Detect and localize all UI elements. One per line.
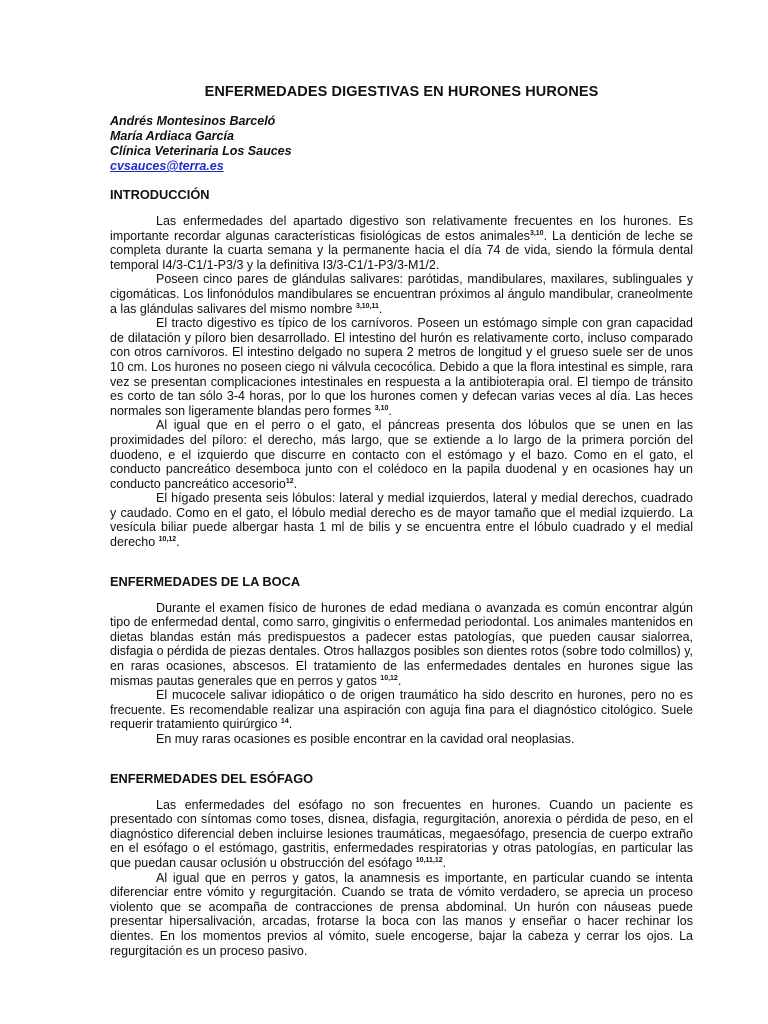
section-enfermedades-boca (110, 574, 693, 747)
citation: 3,10 (374, 404, 389, 412)
citation: 3,10,11 (355, 302, 379, 310)
citation: 10,12 (158, 536, 177, 544)
author-1: Andrés Montesinos Barceló (110, 114, 276, 128)
paragraph: El tracto digestivo es típico de los carnívoros. Poseen un estómago simple con gran capacidad de dilatación y píloro bien desarrollado. El intestino del hurón es relativamente corto, incluso comparado con otros carnívoros. El intestino delgado no supera 2 metros de longitud y el grueso suele ser de unos 10 cm. Los hurones no poseen ciego ni válvula cecocólica. Debido a que la flora intestinal es simple, rara vez se presentan complicaciones intestinales en respuesta a la antibioterapia oral. El tiempo de tránsito es corto de tan sólo 3-4 horas, por lo que los hurones comen y defecan varias veces al día. Las heces normales son ligeramente blandas pero formes $^{3,10}$. (110, 316, 693, 418)
paragraph: Al igual que en perros y gatos, la anamnesis es importante, en particular cuando se intenta diferenciar entre vómito y regurgitación. Cuando se trata de vómito verdadero, se aprecia un proceso violento que se acompaña de contracciones de prensa abdominal. Un hurón con náuseas puede presentar hipersalivación, arcadas, frotarse la boca con las manos y enseñar o hacer rechinar los dientes. En los momentos previos al vómito, suele encogerse, bajar la cabeza y cerrar los ojos. La regurgitación es un proceso pasivo. (110, 870, 693, 958)
email-link[interactable]: cvsauces@terra.es (110, 159, 224, 173)
paragraph: Las enfermedades del esófago no son frecuentes en hurones. Cuando un paciente es presentado con síntomas como toses, disnea, disfagia, regurgitación, anorexia o pérdida de peso, en el diagnóstico diferencial deben incluirse lesiones traumáticas, megaesófago, presencia de cuerpo extraño en el esófago o el estómago, gastritis, enfermedades respiratorias y otras patologías, en particular las que puedan causar oclusión u obstrucción del esófago $^{10,11,12}$. (110, 797, 693, 870)
citation: 10,11,12 (415, 856, 443, 864)
document-title: ENFERMEDADES DIGESTIVAS EN HURONES HURONES (204, 84, 599, 100)
paragraph: Poseen cinco pares de glándulas salivares: parótidas, mandibulares, maxilares, sublinguales y cigomáticas. Los linfonódulos mandibulares se encuentran próximos al ángulo mandibular, craneolmente a las glándulas salivares del mismo nombre $^{3,10,11}$. (110, 272, 693, 316)
section-heading: ENFERMEDADES DEL ESÓFAGO (110, 770, 314, 786)
paragraph: El mucocele salivar idiopático o de origen traumático ha sido descrito en hurones, pero no es frecuente. Es recomendable realizar una aspiración con aguja fina para el diagnóstico citológico. Suele requerir tratamiento quirúrgico $^{14}$. (110, 688, 693, 732)
section-heading: ENFERMEDADES DE LA BOCA (110, 573, 301, 589)
author-2: María Ardiaca García (110, 129, 234, 143)
paragraph: Las enfermedades del apartado digestivo son relativamente frecuentes en los hurones. Es importante recordar algunas características fisiológicas de estos animales$^{3,10}$. La dentición de leche se completa durante la cuarta semana y la permanente hacia el día 74 de vida, siendo la fórmula dental temporal I4/3-C1/1-P3/3 y la definitiva I3/3-C1/1-P3/3-M1/2. (110, 214, 693, 272)
clinic-name: Clínica Veterinaria Los Sauces (110, 144, 292, 158)
section-heading: INTRODUCCIÓN (110, 187, 210, 202)
paragraph: Al igual que en el perro o el gato, el páncreas presenta dos lóbulos que se unen en las proximidades del píloro: el derecho, más largo, que se extiende a lo largo de la primera porción del duodeno, e el izquierdo que discurre en contacto con el estómago y el bazo. Como en el gato, el conducto pancreático desemboca junto con el colédoco en la papila duodenal y en ocasiones hay un conducto pancreático accesorio$^{12}$. (110, 418, 693, 491)
citation: 12 (285, 477, 294, 485)
citation: 14 (280, 718, 289, 726)
paragraph: En muy raras ocasiones es posible encontrar en la cavidad oral neoplasias. (156, 732, 575, 746)
section-introduccion (110, 187, 693, 550)
paragraph: Durante el examen físico de hurones de edad mediana o avanzada es común encontrar algún tipo de enfermedad dental, como sarro, gingivitis o enfermedad periodontal. Los animales mantenidos en dietas blandas están más predispuestos a padecer estas patologías, que pueden causar sialorrea, disfagia o pérdida de piezas dentales. Otros hallazgos posibles son dientes rotos (sobre todo colmillos) y, en raras ocasiones, abscesos. El tratamiento de las enfermedades dentales en hurones sigue las mismas pautas generales que en perros y gatos $^{10,12}$. (110, 600, 693, 688)
author-block (110, 114, 693, 174)
paragraph: El hígado presenta seis lóbulos: lateral y medial izquierdos, lateral y medial derechos, cuadrado y caudado. Como en el gato, el lóbulo medial derecho es de mayor tamaño que el medial izquierdo. La vesícula biliar puede albergar hasta 1 ml de bilis y se encuentra entre el lóbulo cuadrado y el medial derecho $^{10,12}$. (110, 491, 693, 550)
citation: 3,10 (529, 229, 544, 237)
section-enfermedades-esofago (110, 771, 693, 959)
citation: 10,12 (380, 674, 398, 682)
